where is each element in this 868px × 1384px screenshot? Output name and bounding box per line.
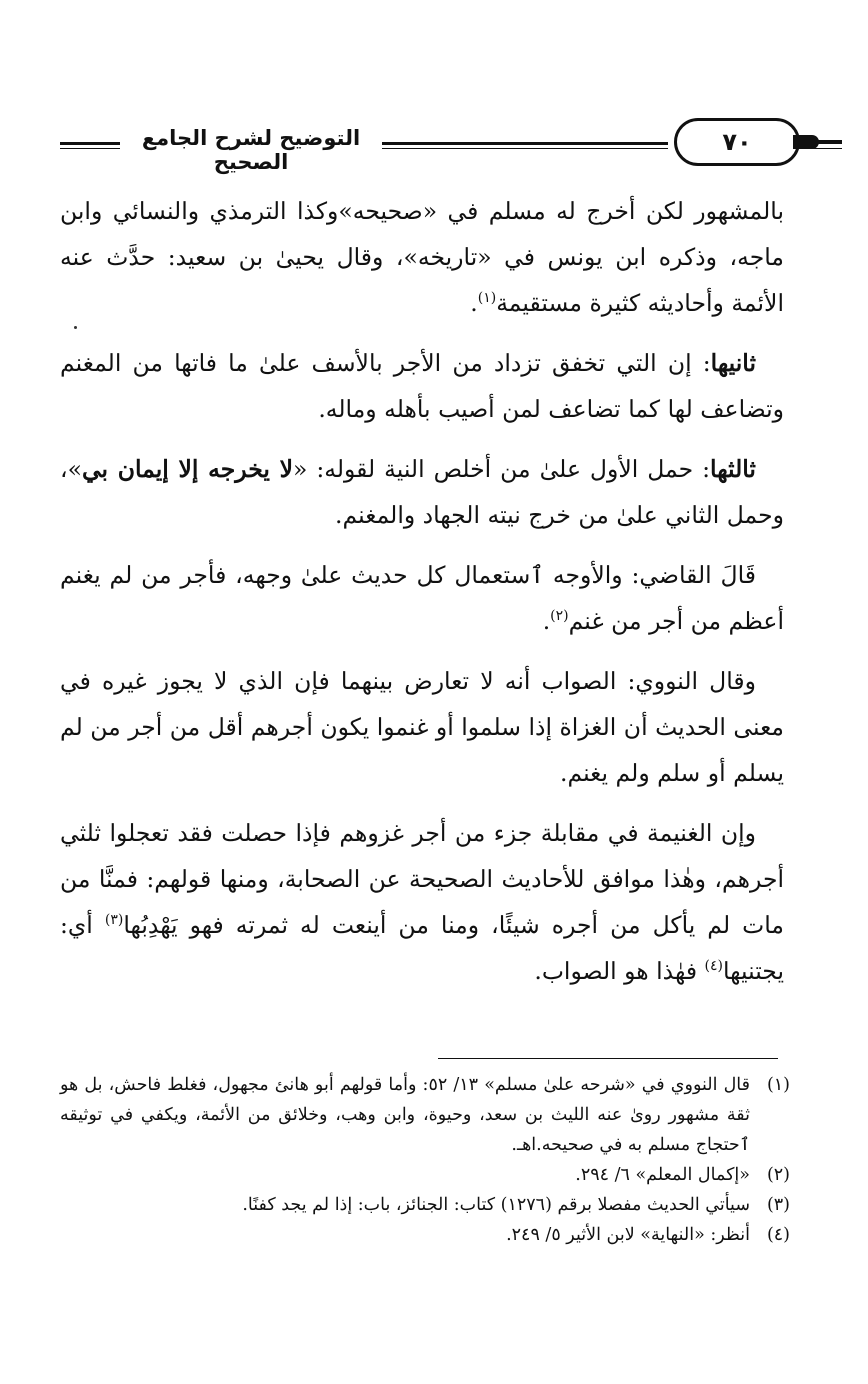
paragraph-3-text-a: : حمل الأول علىٰ من أخلص النية لقوله: « [292,455,711,483]
hadith-quote: لا يخرجه إلا إيمان بي [81,455,293,483]
footnote-ref-1[interactable]: (١) [477,290,497,307]
footnote-number: (٤) [766,1225,790,1245]
footnote-ref-3[interactable]: (٣) [104,912,124,929]
paragraph-3-lead: ثالثها [710,455,756,483]
footnote-number: (٢) [766,1165,790,1185]
paragraph-6-text-b: أي: يجتنيها [60,911,784,985]
main-text [60,188,784,1008]
header-rule-left [60,142,120,149]
paragraph-1: بالمشهور لكن أخرج له مسلم في «صحيحه»وكذا الترمذي والنسائي وابن ماجه، وذكره ابن يونس في «تاريخه»، وقال يحيىٰ بن سعيد: حدَّث عنه الأئمة وأحاديثه كثيرة مستقيمة$^{(١)}$. [60,197,784,317]
paragraph-4: قَالَ القاضي: والأوجه ٱستعمال كل حديث علىٰ وجهه، فأجر من لم يغنم أعظم من أجر من غنم$^{(٢)}$. [60,561,784,635]
stray-mark [74,326,77,329]
paragraph-2-text: : إن التي تخفق تزداد من الأجر بالأسف علىٰ ما فاتها من المغنم وتضاعف لها كما تضاعف لمن أصيب بأهله وماله. [60,349,784,423]
footnote-number: (٣) [766,1195,790,1215]
footnote-text: «إكمال المعلم» ٦/ ٢٩٤. [575,1165,750,1185]
paragraph-2-lead: ثانيها [710,349,756,377]
paragraph-3 [60,446,784,538]
paragraph-1-text: بالمشهور لكن أخرج له مسلم في «صحيحه»وكذا الترمذي والنسائي وابن ماجه، وذكره ابن يونس في «تاريخه»، وقال يحيىٰ بن سعيد: حدَّث عنه الأئمة وأحاديثه كثيرة مستقيمة [60,197,784,317]
paragraph-4-text: قَالَ القاضي: والأوجه ٱستعمال كل حديث علىٰ وجهه، فأجر من لم يغنم أعظم من أجر من غنم [60,561,784,635]
footnote-text: سيأتي الحديث مفصلا برقم (١٢٧٦) كتاب: الجنائز، باب: إذا لم يجد كفنًا. [242,1195,750,1215]
header-rule-right [812,140,842,149]
footnotes [60,1070,790,1250]
paragraph-5-text: وقال النووي: الصواب أنه لا تعارض بينهما فإن الذي لا يجوز غيره في معنى الحديث أن الغزاة إذا سلموا أو غنموا يكون أجرهم أقل من أجر من لم يسلم أو سلم ولم يغنم. [60,667,784,787]
footnote-4 [60,1220,790,1250]
footnote-3 [60,1190,790,1220]
footnote-text: أنظر: «النهاية» لابن الأثير ٥/ ٢٤٩. [506,1225,750,1245]
header-rule-middle [382,142,668,149]
paragraph-3-text-b: »، وحمل الثاني علىٰ من خرج نيته الجهاد والمغنم. [60,455,784,529]
paragraph-6 [60,810,784,994]
page-number: ٧٠ [674,118,800,166]
footnote-number: (١) [766,1075,790,1095]
paragraph-6-text-c: فهٰذا هو الصواب. [534,957,705,985]
paragraph-6-text-a: وإن الغنيمة في مقابلة جزء من أجر غزوهم فإذا حصلت فقد تعجلوا ثلثي أجرهم، وهٰذا موافق للأحاديث الصحيحة عن الصحابة، ومنها قولهم: فمنَّا من مات لم يأكل من أجره شيئًا، ومنا من أينعت له ثمرته فهو يَهْدِبُها [60,819,784,939]
footnote-2 [60,1160,790,1190]
running-title: التوضيح لشرح الجامع الصحيح [141,126,361,174]
footnote-ref-2[interactable]: (٢) [550,608,569,625]
paragraph-5 [60,658,784,796]
running-header [60,118,760,172]
paragraph-2 [60,340,784,432]
footnote-separator [438,1058,778,1059]
footnote-1 [60,1070,790,1160]
footnote-ref-4[interactable]: (٤) [704,958,724,975]
footnote-text: قال النووي في «شرحه علىٰ مسلم» ١٣/ ٥٢: وأما قولهم أبو هانئ مجهول، فغلط فاحش، بل هو ثقة مشهور روىٰ عنه الليث بن سعد، وحيوة، وابن وهب، وخلائق من الأئمة، ويكفي في توثيقه ٱحتجاج مسلم به في صحيحه.اهـ. [60,1075,750,1155]
